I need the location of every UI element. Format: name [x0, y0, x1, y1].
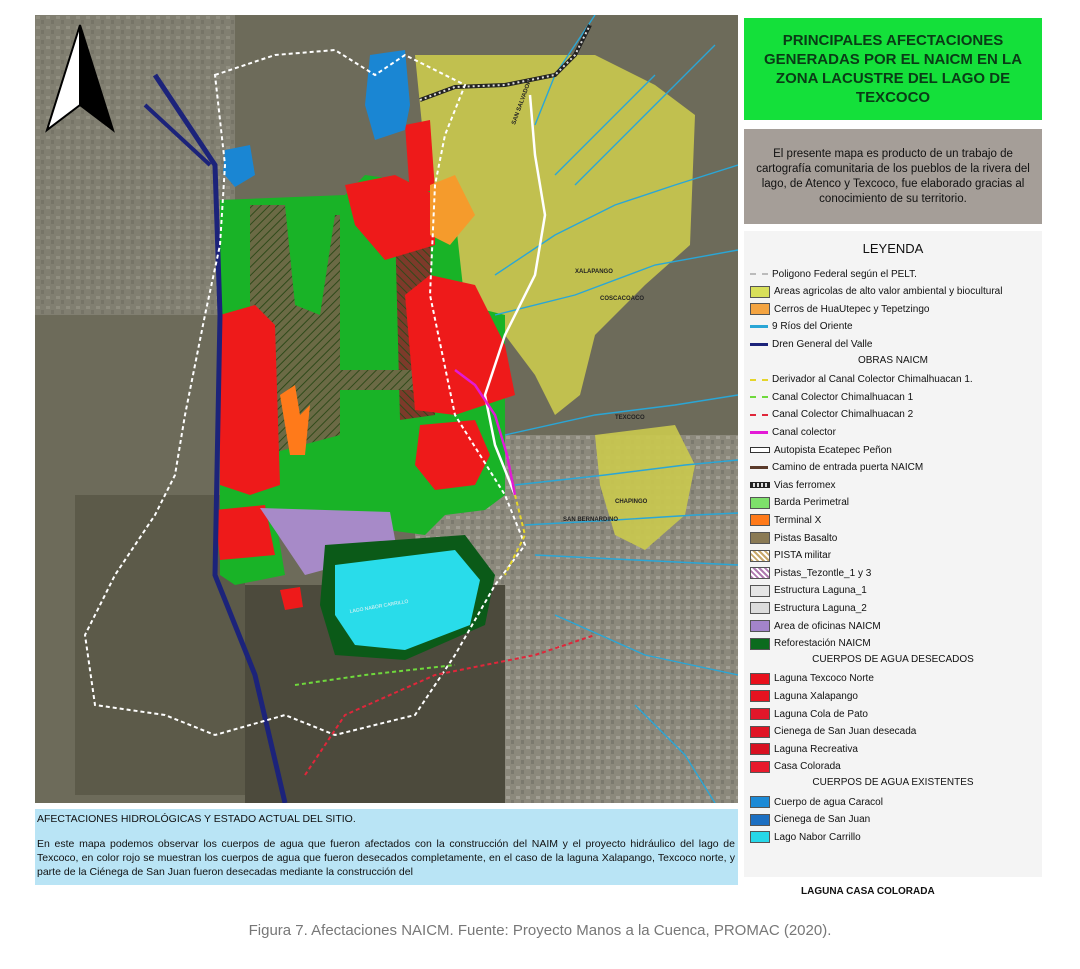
- legend-item: [750, 707, 868, 721]
- legend-swatch: [750, 743, 770, 755]
- legend-swatch: [750, 497, 770, 509]
- legend-swatch: [750, 620, 770, 632]
- legend-label: Cienega de San Juan: [774, 814, 871, 826]
- legend-label: 9 Ríos del Oriente: [772, 321, 853, 333]
- article-heading: AFECTACIONES HIDROLÓGICAS Y ESTADO ACTUAL DEL SITIO.: [37, 813, 356, 825]
- legend-label: Canal Colector Chimalhuacan 1: [772, 391, 914, 403]
- legend-swatch: [750, 379, 768, 381]
- legend-item: [750, 637, 871, 651]
- map-image: [35, 15, 738, 803]
- place-label: XALAPANGO: [575, 269, 613, 275]
- legend-swatch: [750, 396, 768, 398]
- legend-swatch: [750, 831, 770, 843]
- map-title: PRINCIPALES AFECTACIONES GENERADAS POR EL NAICM EN LA ZONA LACUSTRE DEL LAGO DE TEXCOCO: [763, 32, 1023, 106]
- description-box: [744, 129, 1042, 224]
- legend-item: [750, 425, 836, 439]
- legend-swatch: [750, 414, 768, 416]
- legend-item: [750, 549, 831, 563]
- place-label: SAN BERNARDINO: [563, 517, 619, 523]
- legend-item: [750, 285, 1002, 299]
- legend-swatch: [750, 447, 770, 453]
- legend-item: [750, 689, 858, 703]
- legend-item: [750, 531, 837, 545]
- legend-item: [750, 584, 867, 598]
- legend-item: [750, 830, 861, 844]
- legend-swatch: [750, 708, 770, 720]
- map-description: El presente mapa es producto de un trabajo de cartografía comunitaria de los pueblos de la rivera del lago, de Atenco y Texcoco, fue elaborado gracias al conocimiento de su territorio.: [756, 147, 1030, 205]
- legend-label: Poligono Federal según el PELT.: [772, 268, 917, 280]
- legend-label: Areas agricolas de alto valor ambiental y biocultural: [774, 286, 1003, 298]
- map-title-box: [744, 18, 1042, 120]
- legend-heading: OBRAS NAICM: [857, 355, 928, 366]
- legend-swatch: [750, 466, 768, 469]
- legend-label: PISTA militar: [774, 550, 832, 562]
- legend-item: [750, 601, 867, 615]
- legend-label: Autopista Ecatepec Peñon: [774, 444, 892, 456]
- legend-label: Area de oficinas NAICM: [774, 620, 881, 632]
- legend-label: Pistas Basalto: [774, 532, 838, 544]
- legend-item: [750, 443, 892, 457]
- legend-label: Derivador al Canal Colector Chimalhuacan 1.: [772, 374, 973, 386]
- legend-swatch: [750, 814, 770, 826]
- legend-heading: CUERPOS DE AGUA DESECADOS: [812, 654, 974, 666]
- legend-label: Camino de entrada puerta NAICM: [772, 462, 924, 474]
- legend-swatch: [750, 482, 770, 488]
- legend-label: Laguna Recreativa: [774, 743, 858, 755]
- legend-swatch: [750, 303, 770, 315]
- legend-item: [750, 619, 881, 633]
- legend-item: [750, 742, 858, 756]
- legend-item: [750, 672, 874, 686]
- legend: [744, 231, 1042, 877]
- legend-label: Lago Nabor Carrillo: [774, 831, 861, 843]
- legend-item: [750, 390, 913, 404]
- legend-label: Pistas_Tezontle_1 y 3: [774, 567, 872, 579]
- legend-swatch: [750, 726, 770, 738]
- legend-item: [750, 373, 973, 387]
- legend-item: [750, 478, 836, 492]
- legend-label: Cuerpo de agua Caracol: [774, 796, 883, 808]
- legend-item: [750, 267, 917, 281]
- legend-swatch: [750, 602, 770, 614]
- legend-swatch: [750, 585, 770, 597]
- legend-label: Terminal X: [774, 514, 822, 526]
- article-panel: [35, 809, 738, 885]
- legend-swatch: [750, 514, 770, 526]
- legend-item: [750, 320, 853, 334]
- legend-item: [750, 813, 870, 827]
- legend-item: [750, 513, 821, 527]
- legend-label: Laguna Cola de Pato: [774, 708, 868, 720]
- legend-swatch: [750, 690, 770, 702]
- place-label: TEXCOCO: [615, 415, 645, 421]
- legend-swatch: [750, 431, 768, 434]
- legend-item: [750, 496, 849, 510]
- legend-label: Vias ferromex: [774, 479, 836, 491]
- legend-swatch: [750, 550, 770, 562]
- legend-label: Barda Perimetral: [774, 497, 850, 509]
- legend-swatch: [750, 638, 770, 650]
- legend-swatch: [750, 325, 768, 328]
- legend-item: [750, 408, 913, 422]
- legend-swatch: [750, 532, 770, 544]
- legend-label: Estructura Laguna_1: [774, 585, 867, 597]
- laguna-label-text: LAGUNA CASA COLORADA: [801, 886, 935, 897]
- legend-swatch: [750, 273, 768, 275]
- legend-item: [750, 566, 871, 580]
- legend-item: [750, 725, 916, 739]
- legend-label: Reforestación NAICM: [774, 638, 871, 650]
- legend-swatch: [750, 796, 770, 808]
- legend-label: Cienega de San Juan desecada: [774, 726, 917, 738]
- legend-heading: CUERPOS DE AGUA EXISTENTES: [812, 777, 974, 789]
- place-label: LAGO NABOR CARRILLO: [349, 598, 409, 615]
- legend-item: [750, 302, 929, 316]
- legend-label: Laguna Xalapango: [774, 690, 858, 702]
- legend-item: [750, 795, 883, 809]
- legend-title: LEYENDA: [862, 241, 924, 256]
- legend-label: Cerros de HuaUtepec y Tepetzingo: [774, 303, 930, 315]
- legend-label: Canal colector: [772, 426, 836, 438]
- legend-swatch: [750, 673, 770, 685]
- place-label: CHAPINGO: [615, 499, 648, 505]
- legend-swatch: [750, 343, 768, 346]
- legend-panel: [741, 15, 1047, 897]
- legend-label: Estructura Laguna_2: [774, 602, 867, 614]
- legend-item: [750, 461, 923, 475]
- article-body: En este mapa podemos observar los cuerpos de agua que fueron afectados con la construcción del NAIM y el proyecto hidráulico del lago de Texcoco, en color rojo se muestran los cuerpos de agua que fueron desecados completamente, en el caso de la laguna Xalapango, Texcoco norte, y parte de la Ciénega de San Juan fueron desecadas mediante la construcción del: [37, 838, 735, 878]
- legend-item: [750, 760, 841, 774]
- legend-swatch: [750, 567, 770, 579]
- place-label: SAN SALVADOR: [511, 79, 533, 126]
- legend-swatch: [750, 761, 770, 773]
- map-panel: [35, 15, 738, 803]
- legend-label: Laguna Texcoco Norte: [774, 673, 874, 685]
- place-label: COSCACOACO: [600, 296, 645, 302]
- figure: [35, 15, 1047, 897]
- legend-label: Casa Colorada: [774, 761, 841, 773]
- legend-swatch: [750, 286, 770, 298]
- legend-label: Canal Colector Chimalhuacan 2: [772, 409, 914, 421]
- legend-label: Dren General del Valle: [772, 338, 873, 350]
- figure-caption: Figura 7. Afectaciones NAICM. Fuente: Proyecto Manos a la Cuenca, PROMAC (2020).: [248, 922, 832, 939]
- legend-item: [750, 337, 872, 351]
